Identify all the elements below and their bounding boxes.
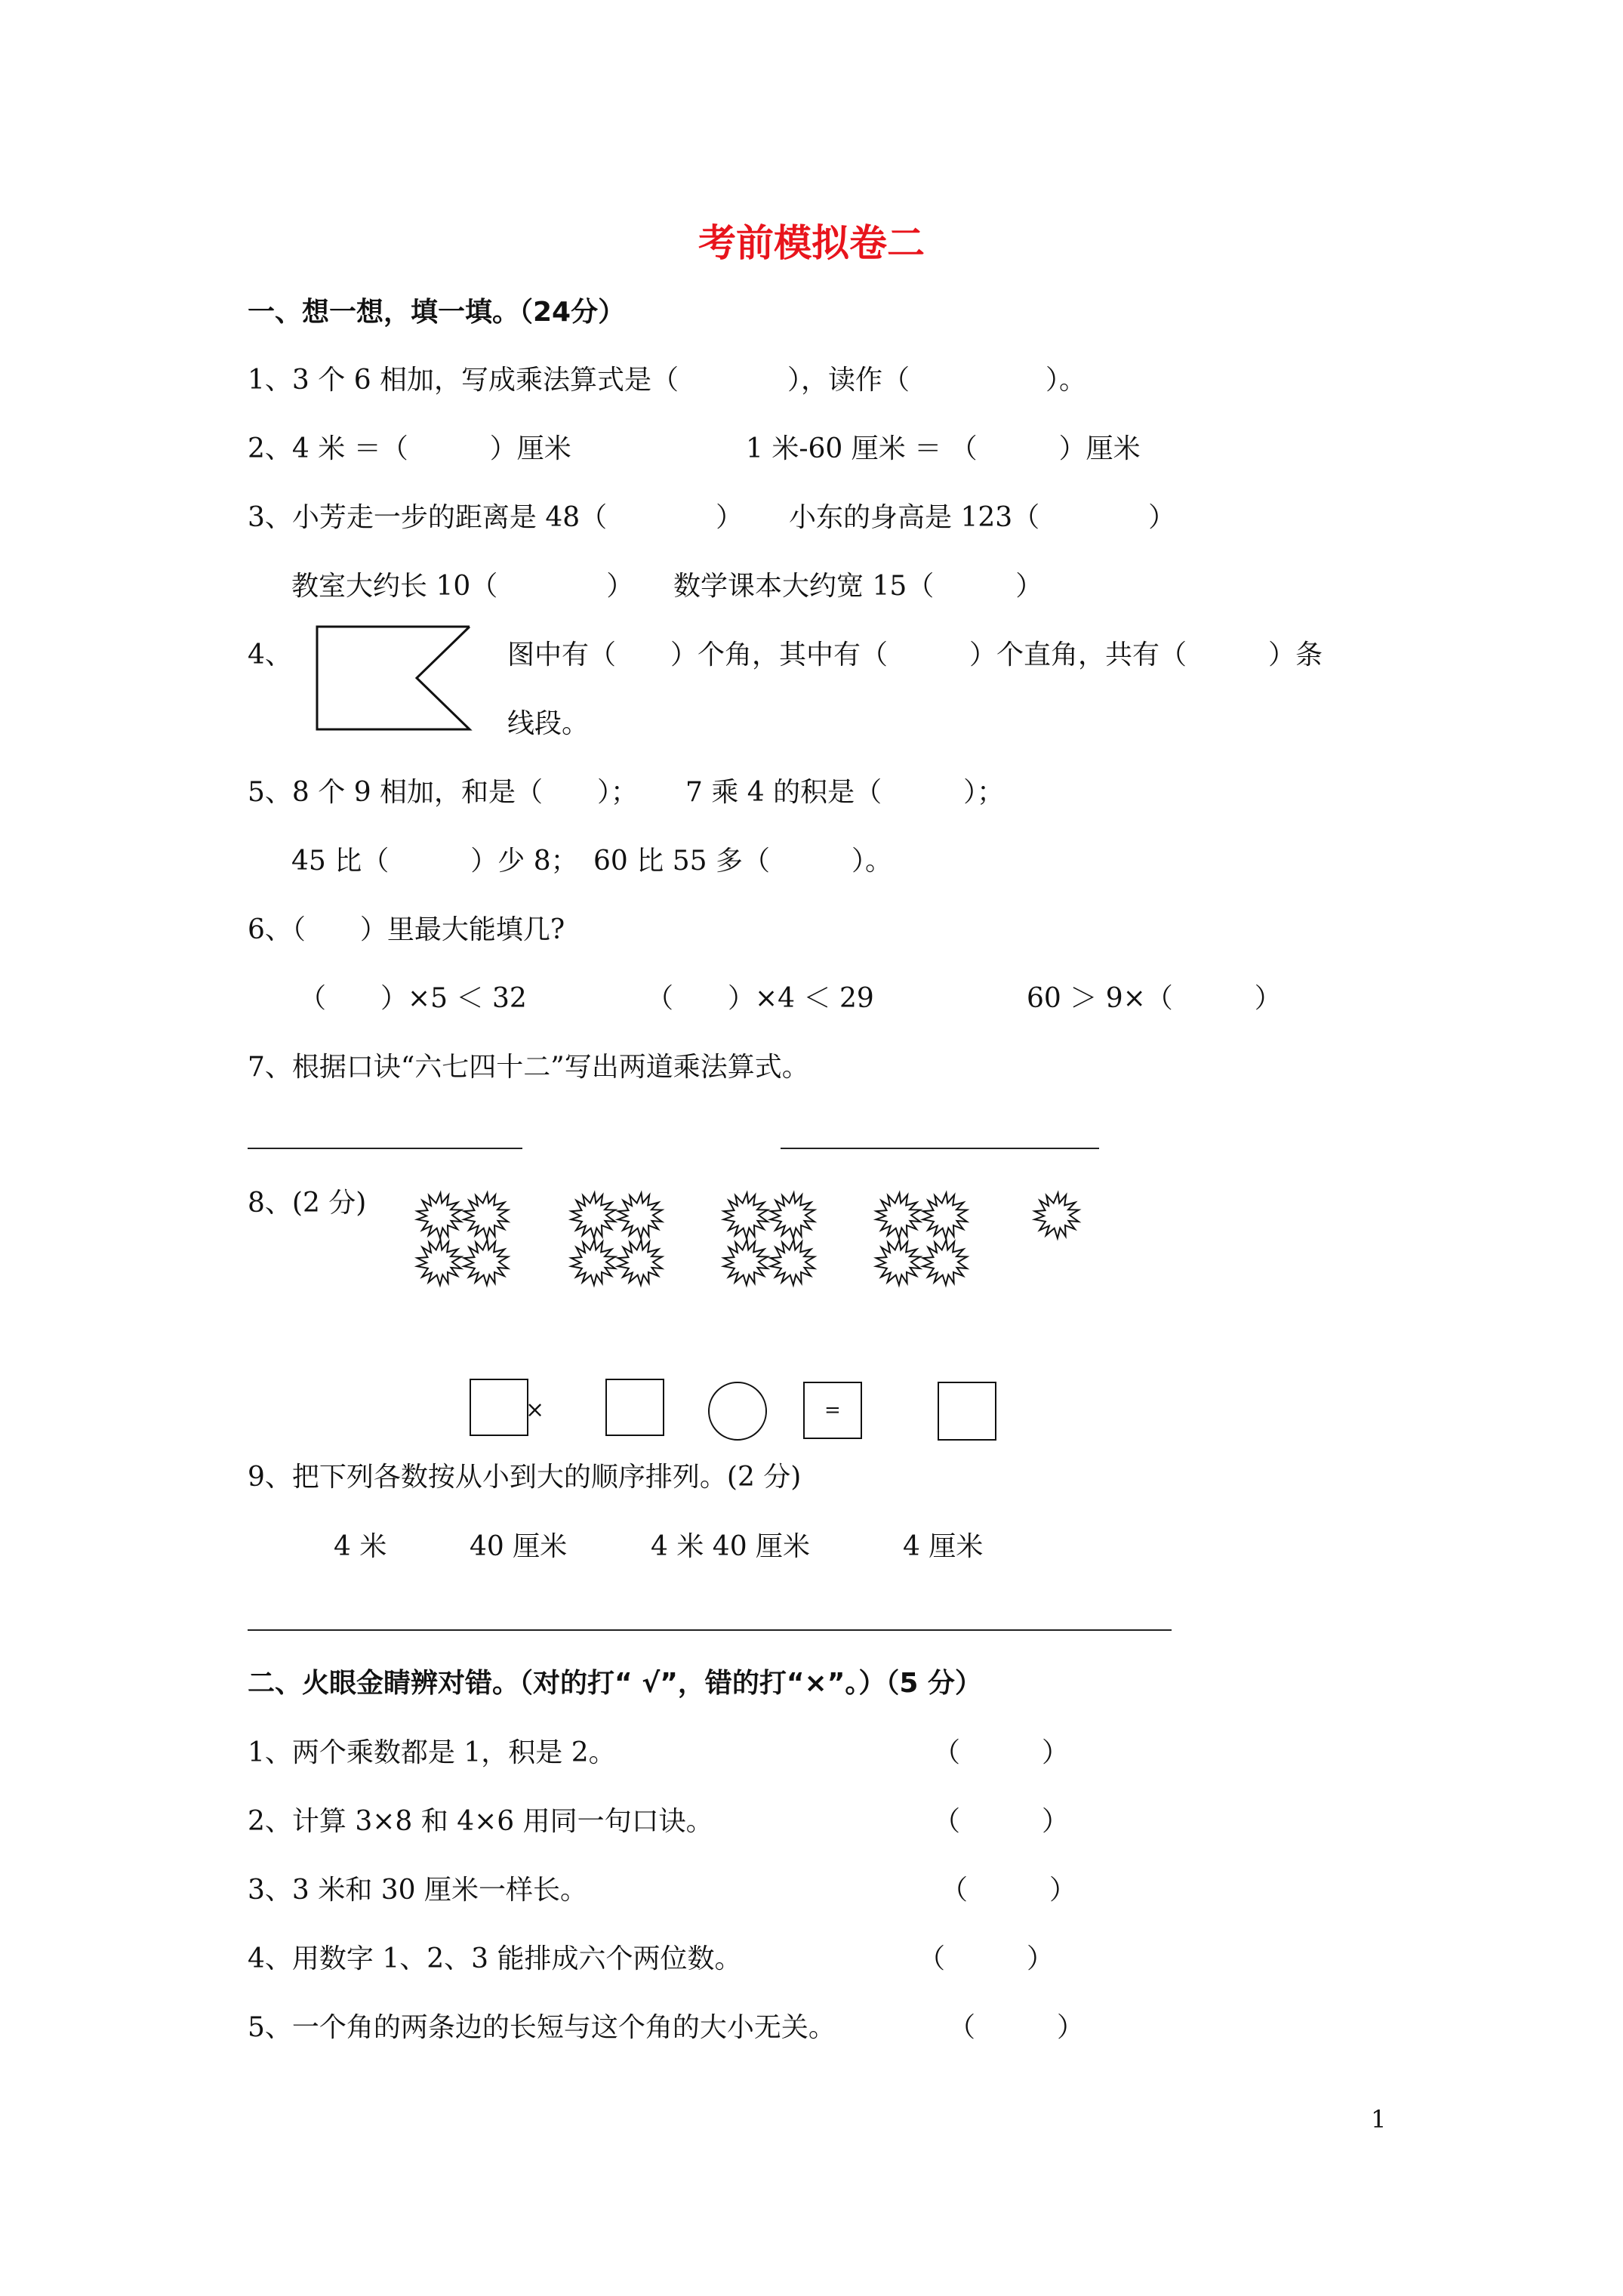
starburst-icon <box>618 1193 663 1238</box>
judge-bracket-2[interactable]: （ ） <box>933 1806 1070 1837</box>
question-3b: 小东的身高是 123（ ） <box>789 502 1176 533</box>
question-6: 6、（ ）里最大能填几? <box>248 914 565 945</box>
page-title: 考前模拟卷二 <box>698 221 925 265</box>
question-4-number: 4、 <box>248 639 292 670</box>
judge-item-1: 1、两个乘数都是 1，积是 2。 <box>248 1737 616 1768</box>
starburst-icon <box>464 1193 509 1238</box>
question-4-line2: 线段。 <box>507 708 590 739</box>
answer-line-3 <box>248 1629 1172 1631</box>
starburst-icon <box>571 1193 616 1238</box>
judge-item-3: 3、3 米和 30 厘米一样长。 <box>248 1875 587 1906</box>
times-sign: × <box>525 1397 545 1423</box>
judge-bracket-5[interactable]: （ ） <box>948 2012 1085 2043</box>
question-9: 9、把下列各数按从小到大的顺序排列。(2 分) <box>248 1462 802 1493</box>
answer-box-2[interactable] <box>605 1379 664 1436</box>
answer-box-4[interactable] <box>938 1382 996 1441</box>
section2-header: 二、火眼金睛辨对错。（对的打“ √”，错的打“×”。）（5 分） <box>248 1668 982 1699</box>
q9-item-1: 4 米 <box>334 1531 387 1562</box>
judge-bracket-1[interactable]: （ ） <box>933 1737 1070 1768</box>
section1-header: 一、想一想，填一填。（24分） <box>248 297 626 328</box>
starburst-icon <box>876 1193 921 1238</box>
question-1: 1、3 个 6 相加，写成乘法算式是（ ），读作（ ）。 <box>248 365 1087 396</box>
starburst-icon <box>876 1240 921 1285</box>
answer-line-1 <box>248 1148 522 1149</box>
starburst-group-1 <box>414 1190 512 1288</box>
starburst-icon <box>417 1193 462 1238</box>
answer-circle[interactable] <box>708 1382 767 1441</box>
question-8: 8、(2 分) <box>248 1188 367 1219</box>
question-2b: 1 米-60 厘米 ＝ （ ）厘米 <box>746 433 1141 464</box>
starburst-icon <box>1035 1193 1079 1238</box>
judge-bracket-4[interactable]: （ ） <box>918 1943 1055 1974</box>
starburst-icon <box>771 1240 815 1285</box>
question-5d: 60 比 55 多（ ）。 <box>593 846 892 877</box>
answer-line-2 <box>781 1148 1099 1149</box>
starburst-group-3 <box>720 1190 818 1288</box>
question-7: 7、根据口诀“六七四十二”写出两道乘法算式。 <box>248 1052 809 1083</box>
starburst-icon <box>771 1193 815 1238</box>
starburst-icon <box>464 1240 509 1285</box>
starburst-icon <box>618 1240 663 1285</box>
starburst-icon <box>417 1240 462 1285</box>
answer-box-1[interactable] <box>470 1379 528 1436</box>
page-number: 1 <box>1371 2105 1387 2134</box>
starburst-icon <box>724 1240 768 1285</box>
starburst-group-4 <box>873 1190 971 1288</box>
starburst-icon <box>571 1240 616 1285</box>
starburst-group-2 <box>568 1190 666 1288</box>
question-3c: 教室大约长 10（ ） <box>291 571 634 602</box>
q9-item-2: 40 厘米 <box>470 1531 568 1562</box>
q9-item-4: 4 厘米 <box>903 1531 984 1562</box>
equals-sign: = <box>824 1399 841 1422</box>
starburst-group-5 <box>1031 1190 1129 1288</box>
question-5b: 7 乘 4 的积是（ ）； <box>685 777 1005 808</box>
q9-item-3: 4 米 40 厘米 <box>651 1531 811 1562</box>
question-5a: 5、8 个 9 相加，和是（ ）； <box>248 777 639 808</box>
starburst-icon <box>923 1193 968 1238</box>
starburst-icon <box>724 1193 768 1238</box>
question-6b: （ ）×4 ＜ 29 <box>646 983 874 1014</box>
question-5c: 45 比（ ）少 8； <box>291 846 578 877</box>
question-2a: 2、4 米 ＝（ ）厘米 <box>248 433 571 464</box>
question-6a: （ ）×5 ＜ 32 <box>299 983 527 1014</box>
question-3a: 3、小芳走一步的距离是 48（ ） <box>248 502 744 533</box>
judge-item-4: 4、用数字 1、2、3 能排成六个两位数。 <box>248 1943 742 1974</box>
starburst-icon <box>923 1240 968 1285</box>
question-3d: 数学课本大约宽 15（ ） <box>673 571 1043 602</box>
judge-item-2: 2、计算 3×8 和 4×6 用同一句口诀。 <box>248 1806 713 1837</box>
judge-item-5: 5、一个角的两条边的长短与这个角的大小无关。 <box>248 2012 836 2043</box>
question-4-line1: 图中有（ ）个角，其中有（ ）个直角，共有（ ）条 <box>507 639 1323 670</box>
judge-bracket-3[interactable]: （ ） <box>941 1875 1077 1906</box>
flag-shape-icon <box>311 624 474 734</box>
question-6c: 60 ＞ 9×（ ） <box>1027 983 1282 1014</box>
